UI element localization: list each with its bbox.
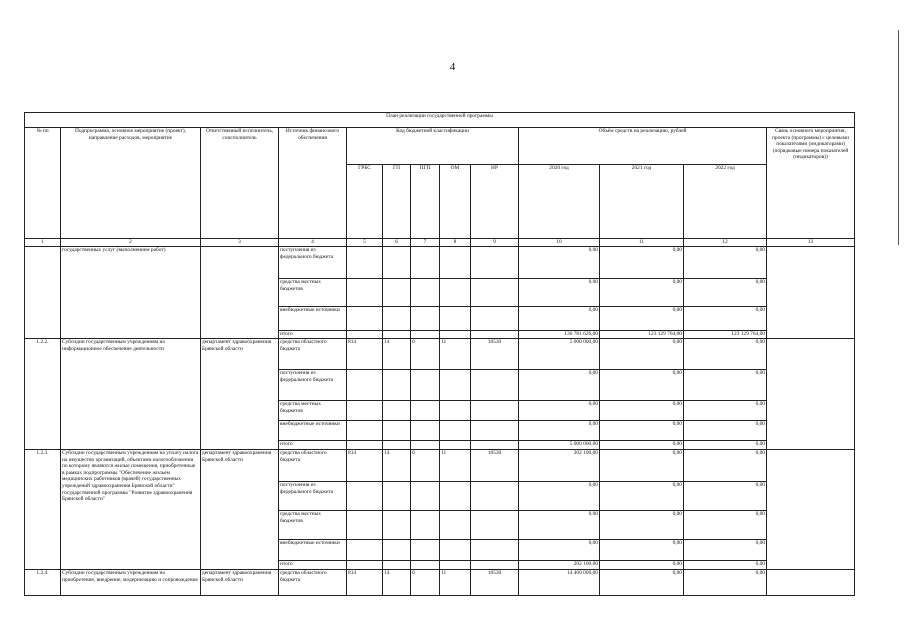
column-number: 2 <box>61 239 201 247</box>
row-source: средства областного бюджета <box>279 570 347 596</box>
row-source: итого <box>279 561 347 570</box>
row-number: 1.2.2. <box>25 339 61 450</box>
column-number: 4 <box>279 239 347 247</box>
budget-grbs <box>347 401 383 421</box>
amount-2022: 0,00 <box>684 540 767 561</box>
budget-np <box>471 331 519 339</box>
amount-2022: 0,00 <box>684 401 767 421</box>
amount-2021: 0,00 <box>600 441 684 450</box>
budget-grbs <box>347 561 383 570</box>
table-title: План реализации государственной программы <box>25 113 855 128</box>
budget-pgp <box>411 421 440 441</box>
header-subprogram: Подпрограмма, основное мероприятие (проект), направление расходов, мероприятие <box>61 128 201 239</box>
budget-om <box>440 331 471 339</box>
row-subprogram: Субсидии государственным учреждениям на информационное обеспечение деятельности <box>61 339 201 450</box>
budget-gp <box>383 401 411 421</box>
row-subprogram: Субсидии государственным учреждениям на уплату налога на имущество организаций, объектами налогообложения по которому являются жилые помещения, приобретенные в рамках подпрограммы "Обеспечение жильем медицинских работников (врачей) государственных учреждений здравоохранения Брянской области" государственной программы "Развитие здравоохранения Брянской области" <box>61 450 201 570</box>
row-source: средства местных бюджетов <box>279 511 347 540</box>
budget-pgp <box>411 540 440 561</box>
budget-np <box>471 482 519 511</box>
budget-gp <box>383 307 411 331</box>
row-source: внебюджетные источники <box>279 421 347 441</box>
budget-om: 11 <box>440 450 471 482</box>
amount-2022: 0,00 <box>684 421 767 441</box>
row-executor: департамент здравоохранения Брянской области <box>201 450 279 570</box>
budget-om <box>440 540 471 561</box>
column-number: 9 <box>471 239 519 247</box>
header-2020: 2020 год <box>519 165 600 239</box>
column-number: 12 <box>684 239 767 247</box>
plan-table <box>24 112 855 596</box>
amount-2021: 0,00 <box>600 279 684 307</box>
amount-2020: 0,00 <box>519 511 600 540</box>
budget-grbs: 814 <box>347 570 383 596</box>
budget-pgp: 0 <box>411 450 440 482</box>
budget-pgp <box>411 331 440 339</box>
budget-om: 11 <box>440 339 471 370</box>
row-executor: департамент здравоохранения Брянской области <box>201 339 279 450</box>
column-number: 7 <box>411 239 440 247</box>
budget-grbs <box>347 511 383 540</box>
budget-grbs <box>347 482 383 511</box>
budget-om <box>440 370 471 401</box>
budget-om <box>440 421 471 441</box>
header-executor: Ответственный исполнитель, соисполнитель <box>201 128 279 239</box>
amount-2022: 0,00 <box>684 339 767 370</box>
budget-gp <box>383 511 411 540</box>
amount-2022: 0,00 <box>684 570 767 596</box>
budget-gp <box>383 441 411 450</box>
amount-2022: 0,00 <box>684 482 767 511</box>
header-gp: ГП <box>383 165 411 239</box>
row-number: 1.2.3. <box>25 450 61 570</box>
amount-2021: 0,00 <box>600 561 684 570</box>
budget-np <box>471 370 519 401</box>
budget-om: 11 <box>440 570 471 596</box>
amount-2022: 0,00 <box>684 279 767 307</box>
row-link <box>767 339 855 450</box>
row-number: 1.2.4. <box>25 570 61 596</box>
header-link: Связь основного мероприятия, проекта (программы) с целевыми показателями (индикаторами) (порядковые номера показателей (индикаторов)) <box>767 128 855 239</box>
column-number: 13 <box>767 239 855 247</box>
budget-om <box>440 401 471 421</box>
budget-gp <box>383 561 411 570</box>
row-subprogram: государственных услуг (выполнением работ) <box>61 247 201 339</box>
budget-gp: 14 <box>383 339 411 370</box>
amount-2022: 0,00 <box>684 441 767 450</box>
header-2021: 2021 год <box>600 165 684 239</box>
budget-pgp <box>411 279 440 307</box>
budget-om <box>440 511 471 540</box>
amount-2022: 0,00 <box>684 561 767 570</box>
row-source: средства местных бюджетов <box>279 401 347 421</box>
header-np: НР <box>471 165 519 239</box>
amount-2020: 5 000 000,00 <box>519 339 600 370</box>
budget-np: 10530 <box>471 450 519 482</box>
row-source: поступления из федерального бюджета <box>279 247 347 279</box>
budget-pgp <box>411 511 440 540</box>
budget-grbs: 814 <box>347 339 383 370</box>
row-link <box>767 570 855 596</box>
header-budget-code: Код бюджетной классификации <box>347 128 519 165</box>
header-2022: 2022 год <box>684 165 767 239</box>
amount-2020: 0,00 <box>519 247 600 279</box>
budget-np <box>471 561 519 570</box>
budget-pgp <box>411 247 440 279</box>
row-number <box>25 247 61 339</box>
budget-np: 10530 <box>471 570 519 596</box>
budget-pgp <box>411 561 440 570</box>
budget-om <box>440 307 471 331</box>
budget-gp <box>383 331 411 339</box>
amount-2021: 0,00 <box>600 511 684 540</box>
budget-om <box>440 482 471 511</box>
amount-2021: 123 129 764,00 <box>600 331 684 339</box>
column-number: 8 <box>440 239 471 247</box>
amount-2020: 0,00 <box>519 482 600 511</box>
amount-2021: 0,00 <box>600 450 684 482</box>
amount-2020: 202 100,00 <box>519 450 600 482</box>
column-number: 11 <box>600 239 684 247</box>
amount-2021: 0,00 <box>600 540 684 561</box>
amount-2021: 0,00 <box>600 401 684 421</box>
amount-2021: 0,00 <box>600 482 684 511</box>
budget-grbs <box>347 540 383 561</box>
budget-gp <box>383 421 411 441</box>
row-link <box>767 450 855 570</box>
amount-2021: 0,00 <box>600 570 684 596</box>
amount-2020: 0,00 <box>519 370 600 401</box>
amount-2020: 5 000 000,00 <box>519 441 600 450</box>
amount-2022: 0,00 <box>684 370 767 401</box>
budget-pgp: 0 <box>411 570 440 596</box>
column-number: 6 <box>383 239 411 247</box>
budget-om <box>440 441 471 450</box>
budget-grbs <box>347 331 383 339</box>
column-number: 10 <box>519 239 600 247</box>
row-source: средства областного бюджета <box>279 339 347 370</box>
amount-2020: 202 100,00 <box>519 561 600 570</box>
amount-2021: 0,00 <box>600 421 684 441</box>
budget-gp <box>383 370 411 401</box>
header-grbs: ГРБС <box>347 165 383 239</box>
row-source: средства областного бюджета <box>279 450 347 482</box>
budget-grbs <box>347 421 383 441</box>
amount-2022: 123 129 764,00 <box>684 331 767 339</box>
budget-np <box>471 421 519 441</box>
amount-2020: 0,00 <box>519 540 600 561</box>
amount-2020: 14 400 000,00 <box>519 570 600 596</box>
row-source: итого <box>279 331 347 339</box>
budget-grbs <box>347 370 383 401</box>
amount-2020: 0,00 <box>519 421 600 441</box>
amount-2022: 0,00 <box>684 511 767 540</box>
table-row <box>25 450 855 482</box>
table-row <box>25 339 855 370</box>
row-link <box>767 247 855 339</box>
header-om: ОМ <box>440 165 471 239</box>
budget-np <box>471 540 519 561</box>
row-source: поступления из федерального бюджета <box>279 482 347 511</box>
budget-np <box>471 247 519 279</box>
budget-grbs <box>347 307 383 331</box>
budget-gp <box>383 482 411 511</box>
column-number: 1 <box>25 239 61 247</box>
amount-2020: 136 781 626,00 <box>519 331 600 339</box>
budget-gp <box>383 279 411 307</box>
budget-grbs: 814 <box>347 450 383 482</box>
row-executor <box>201 247 279 339</box>
margin-line <box>898 30 899 245</box>
amount-2022: 0,00 <box>684 247 767 279</box>
row-source: итого <box>279 441 347 450</box>
budget-np <box>471 441 519 450</box>
row-source: внебюджетные источники <box>279 540 347 561</box>
budget-pgp <box>411 482 440 511</box>
budget-np <box>471 307 519 331</box>
amount-2022: 0,00 <box>684 450 767 482</box>
budget-pgp <box>411 370 440 401</box>
column-number: 5 <box>347 239 383 247</box>
row-source: внебюджетные источники <box>279 307 347 331</box>
amount-2020: 0,00 <box>519 279 600 307</box>
budget-grbs <box>347 441 383 450</box>
amount-2020: 0,00 <box>519 307 600 331</box>
header-source: Источник финансового обеспечения <box>279 128 347 239</box>
budget-pgp <box>411 307 440 331</box>
budget-gp <box>383 247 411 279</box>
amount-2021: 0,00 <box>600 247 684 279</box>
amount-2021: 0,00 <box>600 339 684 370</box>
budget-om <box>440 247 471 279</box>
header-pgp: ПГП <box>411 165 440 239</box>
budget-pgp: 0 <box>411 339 440 370</box>
budget-grbs <box>347 279 383 307</box>
budget-np <box>471 279 519 307</box>
budget-np <box>471 511 519 540</box>
budget-pgp <box>411 441 440 450</box>
budget-grbs <box>347 247 383 279</box>
column-number-row <box>25 239 855 247</box>
budget-om <box>440 279 471 307</box>
row-executor: департамент здравоохранения Брянской области <box>201 570 279 596</box>
budget-om <box>440 561 471 570</box>
table-row <box>25 247 855 279</box>
table-row <box>25 570 855 596</box>
budget-np: 10530 <box>471 339 519 370</box>
page-number: 4 <box>449 61 456 73</box>
row-subprogram: Субсидии государственным учреждениям на приобретение, внедрение, модернизацию и сопровождение <box>61 570 201 596</box>
budget-gp: 14 <box>383 570 411 596</box>
header-num: № пп <box>25 128 61 239</box>
budget-np <box>471 401 519 421</box>
row-source: средства местных бюджетов <box>279 279 347 307</box>
budget-gp: 14 <box>383 450 411 482</box>
row-source: поступления из федерального бюджета <box>279 370 347 401</box>
column-number: 3 <box>201 239 279 247</box>
header-volume: Объём средств на реализацию, рублей <box>519 128 767 165</box>
budget-pgp <box>411 401 440 421</box>
amount-2021: 0,00 <box>600 370 684 401</box>
amount-2020: 0,00 <box>519 401 600 421</box>
amount-2022: 0,00 <box>684 307 767 331</box>
amount-2021: 0,00 <box>600 307 684 331</box>
budget-gp <box>383 540 411 561</box>
